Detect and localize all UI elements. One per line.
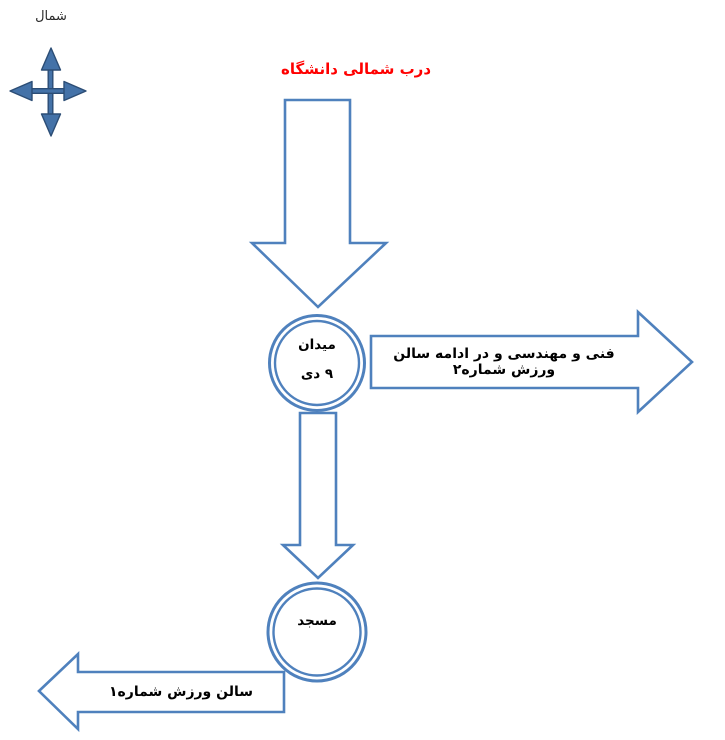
- mosque-label: مسجد: [297, 613, 337, 629]
- compass-rose-icon: [10, 48, 86, 136]
- mosque-outer-ring: [268, 583, 366, 681]
- east-route-label: فنی و مهندسی و در ادامه سالن ورزش شماره۲: [393, 346, 615, 378]
- west-route-label: سالن ورزش شماره۱: [108, 684, 254, 700]
- compass-west-arrowhead: [10, 82, 32, 101]
- arrow-down-gate-to-square: [252, 100, 386, 307]
- compass-east-arrowhead: [64, 82, 86, 101]
- arrow-down-square-to-mosque: [283, 413, 353, 578]
- square-9dey-label-line1: میدان: [298, 337, 336, 353]
- compass-north-arrowhead: [42, 48, 61, 70]
- square-9dey-label-line2: ۹ دی: [300, 366, 334, 382]
- north-label: شمال: [35, 9, 67, 24]
- node-mosque: [268, 583, 366, 681]
- compass-south-arrowhead: [42, 114, 61, 136]
- square-9dey-label: [267, 331, 367, 389]
- north-gate-title: درب شمالی دانشگاه: [280, 60, 432, 78]
